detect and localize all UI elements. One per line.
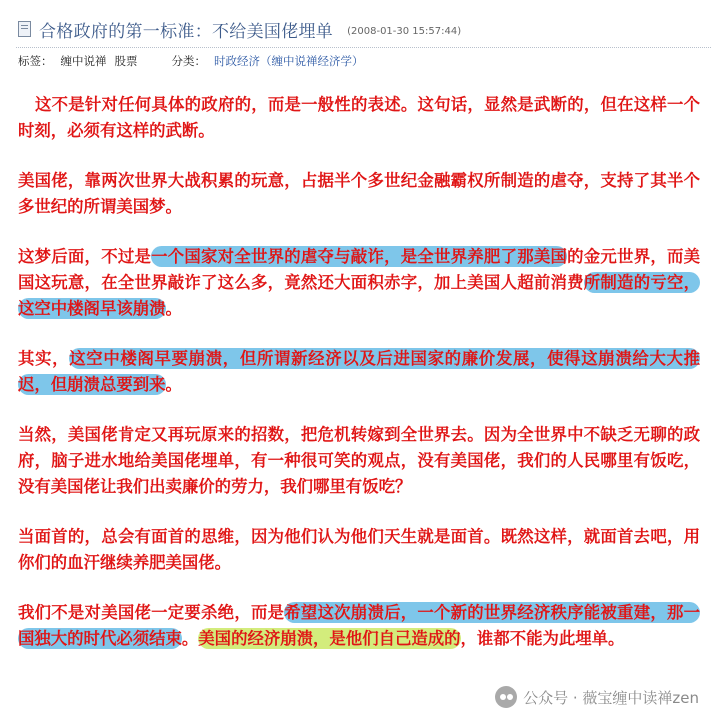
tag-chanzhong[interactable]: 缠中说禅 — [60, 54, 107, 68]
post-meta — [18, 52, 364, 70]
tags-label: 标签： — [18, 54, 53, 68]
highlight-blue: 一个国家对全世界的虐夺与敲诈，是全世界养肥了那美国 — [151, 247, 568, 266]
post-title: 合格政府的第一标准：不给美国佬埋单 — [39, 21, 334, 42]
title-divider — [16, 47, 711, 48]
watermark — [495, 686, 699, 708]
paragraph-text: ，谁都不能为此埋单。 — [460, 629, 625, 648]
highlight-green: 美国的经济崩溃，是他们自己造成的 — [198, 629, 461, 648]
paragraph-7 — [18, 600, 700, 652]
paragraph-text: 其实， — [18, 349, 70, 368]
paragraph-text: 当面首的，总会有面首的思维，因为他们认为他们天生就是面首。既然这样，就面首去吧，用你们的血汗继续养肥美国佬。 — [18, 527, 700, 572]
paragraph-2 — [18, 168, 700, 220]
highlight-blue: 这空中楼阁早要崩溃，但所谓新经济以及后进国家的廉价发展，使得这崩溃给大大推迟，但崩溃总要到来 — [18, 349, 701, 394]
paragraph-text: 我们不是对美国佬一定要杀绝，而是 — [18, 603, 285, 622]
post-timestamp: (2008-01-30 15:57:44) — [347, 25, 462, 37]
paragraph-text: 。 — [181, 629, 199, 648]
paragraph-text: 的金元世界，而美国这玩意，在全世界敲诈了这么多，竟然还大面积赤字，加上美国人超前消费 — [18, 247, 701, 292]
paragraph-text: 。 — [165, 299, 182, 318]
post-body — [18, 92, 700, 676]
paragraph-3 — [18, 244, 700, 322]
highlight-blue: 希望这次崩溃后，一个新的世界经济秩序能被重建，那一国独大的时代必须结束 — [18, 603, 701, 648]
document-icon — [18, 21, 31, 37]
paragraph-text: 这不是针对任何具体的政府的，而是一般性的表述。这句话，显然是武断的，但在这样一个时刻，必须有这样的武断。 — [18, 95, 700, 140]
post-header — [18, 14, 717, 44]
tag-stocks[interactable]: 股票 — [114, 54, 138, 68]
paragraph-text: 。 — [165, 375, 182, 394]
paragraph-1 — [18, 92, 700, 144]
category-label: 分类： — [171, 54, 206, 68]
paragraph-text: 美国佬，靠两次世界大战积累的玩意，占据半个多世纪金融霸权所制造的虐夺，支持了其半个多世纪的所谓美国梦。 — [18, 171, 700, 216]
paragraph-6 — [18, 524, 700, 576]
paragraph-5 — [18, 422, 700, 500]
highlight-blue: 所制造的亏空，这空中楼阁早该崩溃 — [18, 273, 701, 318]
category-link[interactable]: 时政经济（缠中说禅经济学） — [214, 54, 364, 68]
paragraph-text: 当然，美国佬肯定又再玩原来的招数，把危机转嫁到全世界去。因为全世界中不缺乏无聊的政府，脑子进水地给美国佬埋单，有一种很可笑的观点，没有美国佬，我们的人民哪里有饭吃，没有美国佬让我们出卖廉价的劳力，我们哪里有饭吃？ — [18, 425, 700, 496]
wechat-icon — [495, 686, 517, 708]
paragraph-4 — [18, 346, 700, 398]
watermark-text: 公众号 · 薇宝缠中读禅zen — [523, 688, 699, 707]
paragraph-text: 这梦后面，不过是 — [18, 247, 152, 266]
